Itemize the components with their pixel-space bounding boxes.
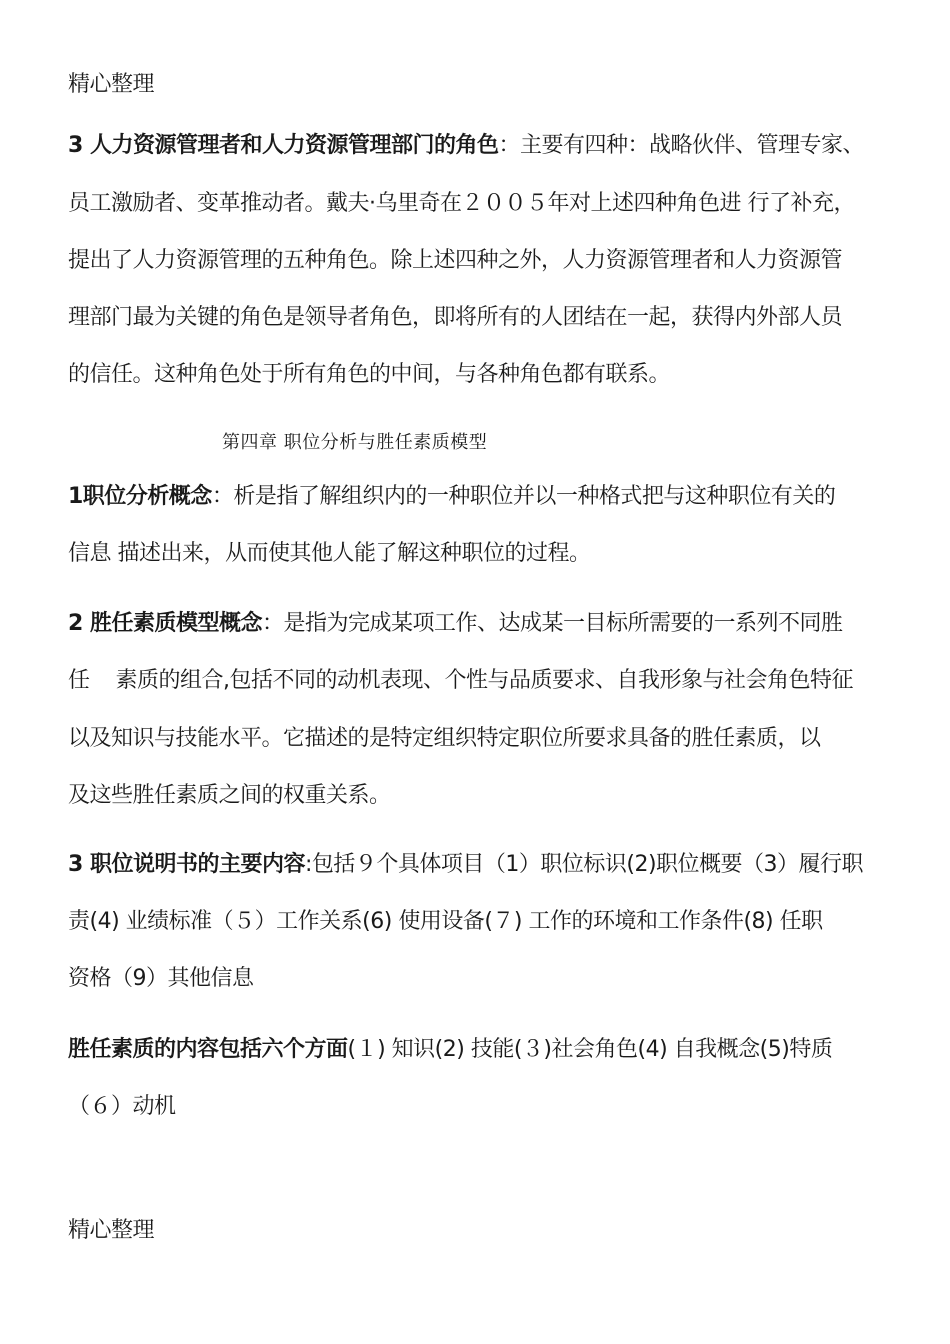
competency-term: 2 胜任素质模型概念 [68, 611, 262, 636]
job-analysis-line-1 [68, 482, 835, 512]
roles-paragraph-line-2: 员工激励者、变革推动者。戴夫·乌里奇在２００５年对上述四种角色进 行了补充， [68, 191, 855, 216]
job-desc-text: :包括９个具体项目（1）职位标识(2)职位概要（3）履行职 [304, 852, 864, 877]
roles-paragraph-line-1 [68, 131, 864, 161]
content-line-2: （６）动机 [68, 1094, 176, 1119]
job-desc-line-3: 资格（9）其他信息 [68, 966, 254, 991]
job-analysis-term: 1职位分析概念 [68, 484, 212, 509]
roles-paragraph-line-4: 理部门最为关键的角色是领导者角色，即将所有的人团结在一起，获得内外部人员 [68, 305, 843, 330]
job-desc-line-2: 责(4) 业绩标准（５）工作关系(6) 使用设备(７) 工作的环境和工作条件(8) 任职 [68, 909, 823, 934]
roles-term: 3 人力资源管理者和人力资源管理部门的角色 [68, 133, 499, 158]
content-line-1 [68, 1035, 832, 1065]
job-analysis-line-2: 信息 描述出来，从而使其他人能了解这种职位的过程。 [68, 541, 591, 566]
page-footer: 精心整理 [68, 1218, 155, 1243]
roles-text: ：主要有四种：战略伙伴、管理专家、 [498, 133, 864, 158]
content-term: 胜任素质的内容包括六个方面 [68, 1037, 348, 1062]
page-header: 精心整理 [68, 72, 155, 97]
chapter-title: 第四章 职位分析与胜任素质模型 [222, 432, 488, 453]
job-desc-term: 3 职位说明书的主要内容 [68, 852, 305, 877]
competency-text: ：是指为完成某项工作、达成某一目标所需要的一系列不同胜 [261, 611, 843, 636]
roles-paragraph-line-5: 的信任。这种角色处于所有角色的中间，与各种角色都有联系。 [68, 362, 671, 387]
roles-paragraph-line-3: 提出了人力资源管理的五种角色。除上述四种之外，人力资源管理者和人力资源管 [68, 248, 843, 273]
competency-line-4: 及这些胜任素质之间的权重关系。 [68, 783, 391, 808]
content-text: (１) 知识(2) 技能(３)社会角色(4) 自我概念(5)特质 [347, 1037, 833, 1062]
competency-line-1 [68, 609, 842, 639]
competency-line-2: 任 素质的组合,包括不同的动机表现、个性与品质要求、自我形象与社会角色特征 [68, 668, 853, 693]
job-analysis-text: ：析是指了解组织内的一种职位并以一种格式把与这种职位有关的 [211, 484, 836, 509]
competency-line-3: 以及知识与技能水平。它描述的是特定组织特定职位所要求具备的胜任素质，以 [68, 726, 821, 751]
job-desc-line-1 [68, 850, 863, 880]
